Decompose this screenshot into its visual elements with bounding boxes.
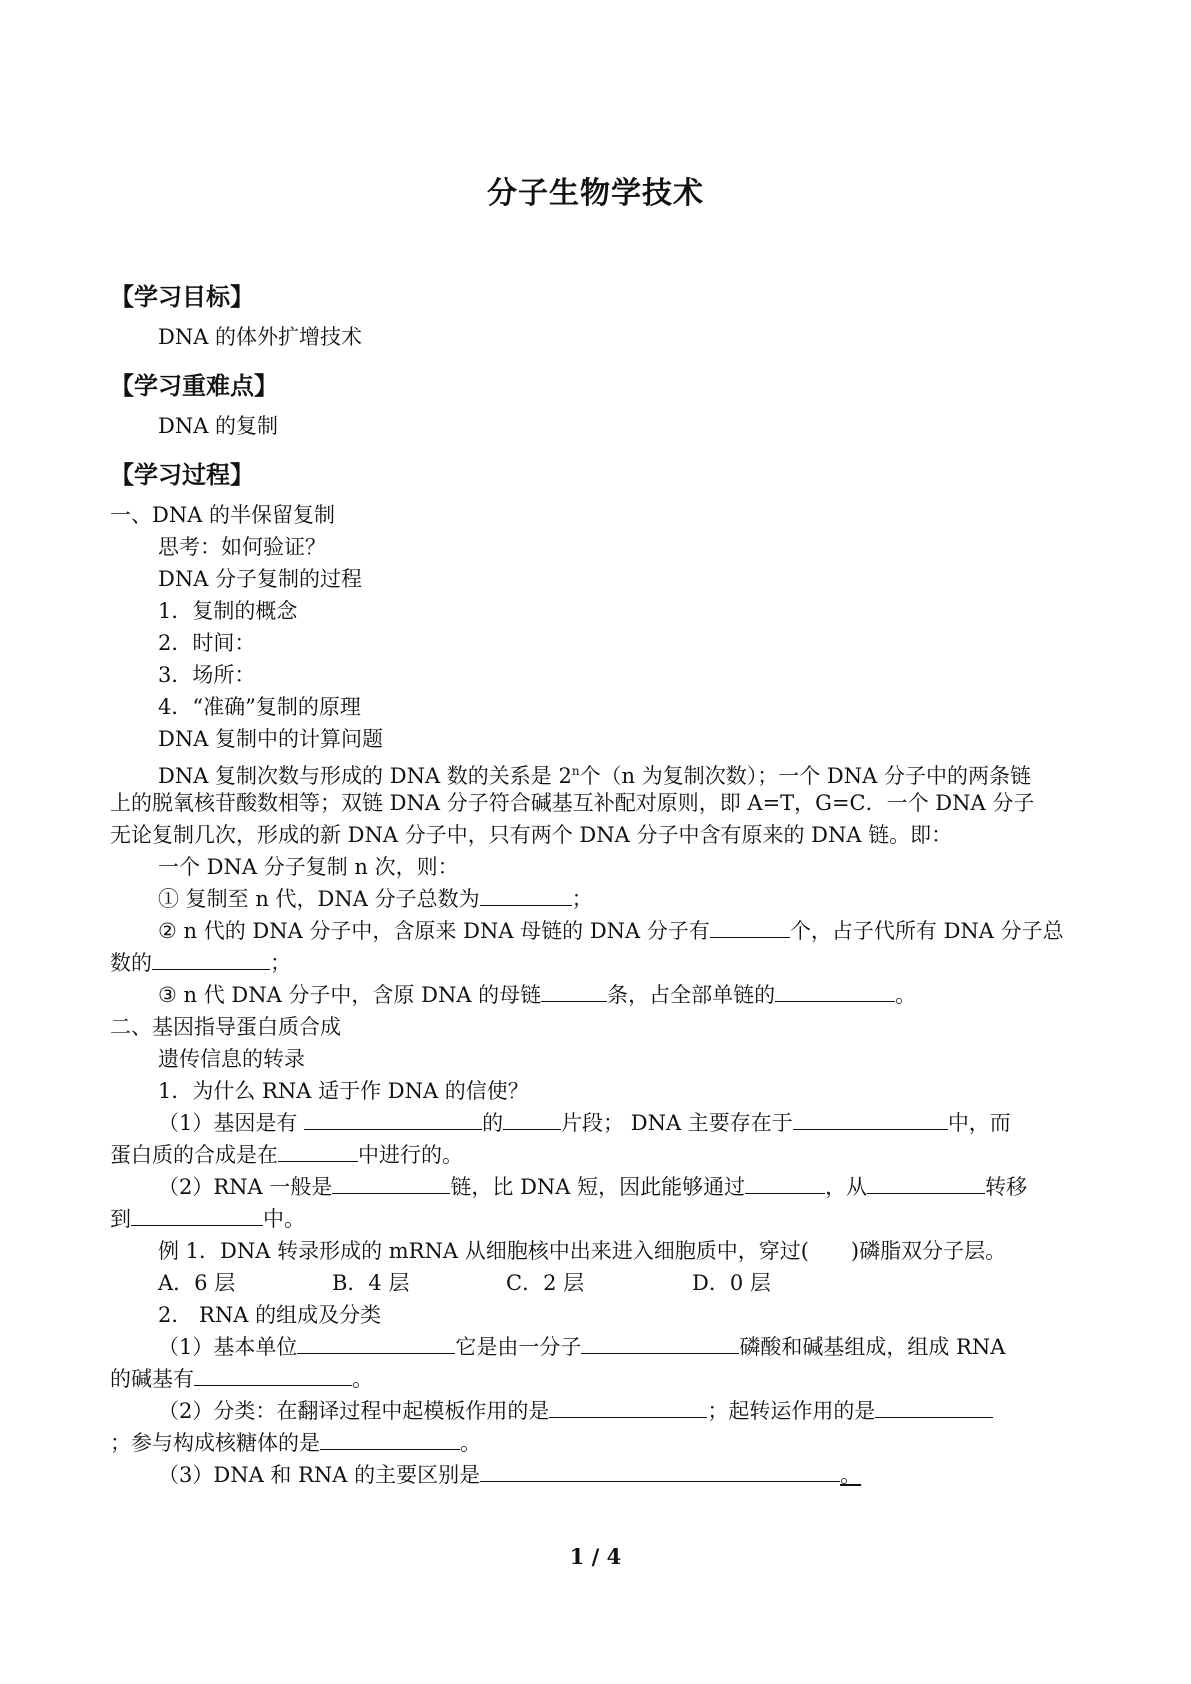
paragraph-line: 上的脱氧核苷酸数相等；双链 DNA 分子符合碱基互补配对原则，即 A=T，G=C．一个 DNA 分子 (110, 791, 1035, 815)
example-1: 例 1．DNA 转录形成的 mRNA 从细胞核中出来进入细胞质中，穿过( )磷脂双分子层。 (158, 1239, 1007, 1263)
sub-question-2-cont: 到 中。 (110, 1207, 305, 1231)
calc-title: DNA 复制中的计算问题 (158, 727, 384, 751)
question-1: ① 复制至 n 代，DNA 分子总数为 ； (158, 887, 593, 911)
option-c: C．2 层 (506, 1271, 585, 1295)
key-points-text: DNA 的复制 (158, 414, 279, 438)
answer-blank[interactable] (480, 885, 572, 906)
example-options (158, 1269, 771, 1297)
answer-blank[interactable] (867, 1173, 985, 1194)
sub-question-t2-cont: ；参与构成核糖体的是 。 (110, 1431, 481, 1455)
part1-title: 一、DNA 的半保留复制 (110, 503, 336, 527)
document-title: 分子生物学技术 (487, 176, 704, 211)
list-item: 4．“准确”复制的原理 (158, 695, 361, 719)
part2-subtitle: 遗传信息的转录 (158, 1047, 305, 1071)
think-prompt: 思考：如何验证？ (158, 535, 326, 559)
page-number: 1 / 4 (569, 1544, 622, 1569)
part2-question-2: 2． RNA 的组成及分类 (158, 1303, 382, 1327)
answer-blank[interactable] (503, 1109, 561, 1130)
answer-blank[interactable] (745, 1173, 825, 1194)
n-times-line: 一个 DNA 分子复制 n 次，则： (158, 855, 459, 879)
answer-blank[interactable] (480, 1461, 840, 1482)
part2-question-1: 1．为什么 RNA 适于作 DNA 的信使？ (158, 1079, 529, 1103)
answer-blank[interactable] (278, 1141, 358, 1162)
question-2-cont: 数的 ； (110, 951, 291, 975)
answer-blank[interactable] (304, 1109, 482, 1130)
paragraph-line: 无论复制几次，形成的新 DNA 分子中，只有两个 DNA 分子中含有原来的 DNA 链。即： (110, 823, 953, 847)
objective-text: DNA 的体外扩增技术 (158, 325, 363, 349)
answer-blank[interactable] (152, 949, 270, 970)
list-item: 1．复制的概念 (158, 599, 298, 623)
sub-question-1-cont: 蛋白质的合成是在 中进行的。 (110, 1143, 463, 1167)
sub-question-t2: （2）分类：在翻译过程中起模板作用的是 ；起转运作用的是 (158, 1397, 993, 1425)
paragraph-line: DNA 复制次数与形成的 DNA 数的关系是 2$^n$个（n 为复制次数）；一个 DNA 分子中的两条链 (158, 764, 1031, 788)
sub-question-1: （1）基因是有 的 片段； DNA 主要存在于 中，而 (158, 1111, 1011, 1135)
answer-blank[interactable] (297, 1333, 455, 1354)
answer-blank[interactable] (793, 1109, 948, 1130)
sub-question-t1: （1）基本单位 它是由一分子 磷酸和碱基组成，组成 RNA (158, 1335, 1006, 1359)
process-heading: 【学习过程】 (110, 460, 254, 489)
sub-question-t1-cont: 的碱基有 。 (110, 1367, 373, 1391)
answer-blank[interactable] (775, 981, 895, 1002)
answer-blank[interactable] (320, 1429, 460, 1450)
process-title: DNA 分子复制的过程 (158, 567, 363, 591)
answer-blank[interactable] (581, 1333, 739, 1354)
option-a: A．6 层 (158, 1271, 236, 1295)
list-item: 3．场所： (158, 663, 256, 687)
list-item: 2．时间： (158, 631, 256, 655)
answer-blank[interactable] (194, 1365, 352, 1386)
answer-blank[interactable] (710, 917, 790, 938)
sub-question-t3: （3）DNA 和 RNA 的主要区别是 。 (158, 1463, 862, 1487)
answer-blank[interactable] (875, 1397, 993, 1418)
option-d: D．0 层 (692, 1271, 771, 1295)
question-2: ② n 代的 DNA 分子中，含原来 DNA 母链的 DNA 分子有 个，占子代所有 DNA 分子总 (158, 919, 1064, 943)
objective-heading: 【学习目标】 (110, 282, 254, 311)
part2-title: 二、基因指导蛋白质合成 (110, 1015, 341, 1039)
option-b: B．4 层 (332, 1271, 410, 1295)
question-3: ③ n 代 DNA 分子中，含原 DNA 的母链 条，占全部单链的 。 (158, 983, 917, 1007)
answer-blank[interactable] (332, 1173, 450, 1194)
sub-question-2: （2）RNA 一般是 链，比 DNA 短，因此能够通过 ，从 转移 (158, 1175, 1028, 1199)
answer-blank[interactable] (549, 1397, 707, 1418)
answer-blank[interactable] (131, 1205, 263, 1226)
answer-blank[interactable] (541, 981, 607, 1002)
key-points-heading: 【学习重难点】 (110, 371, 278, 400)
